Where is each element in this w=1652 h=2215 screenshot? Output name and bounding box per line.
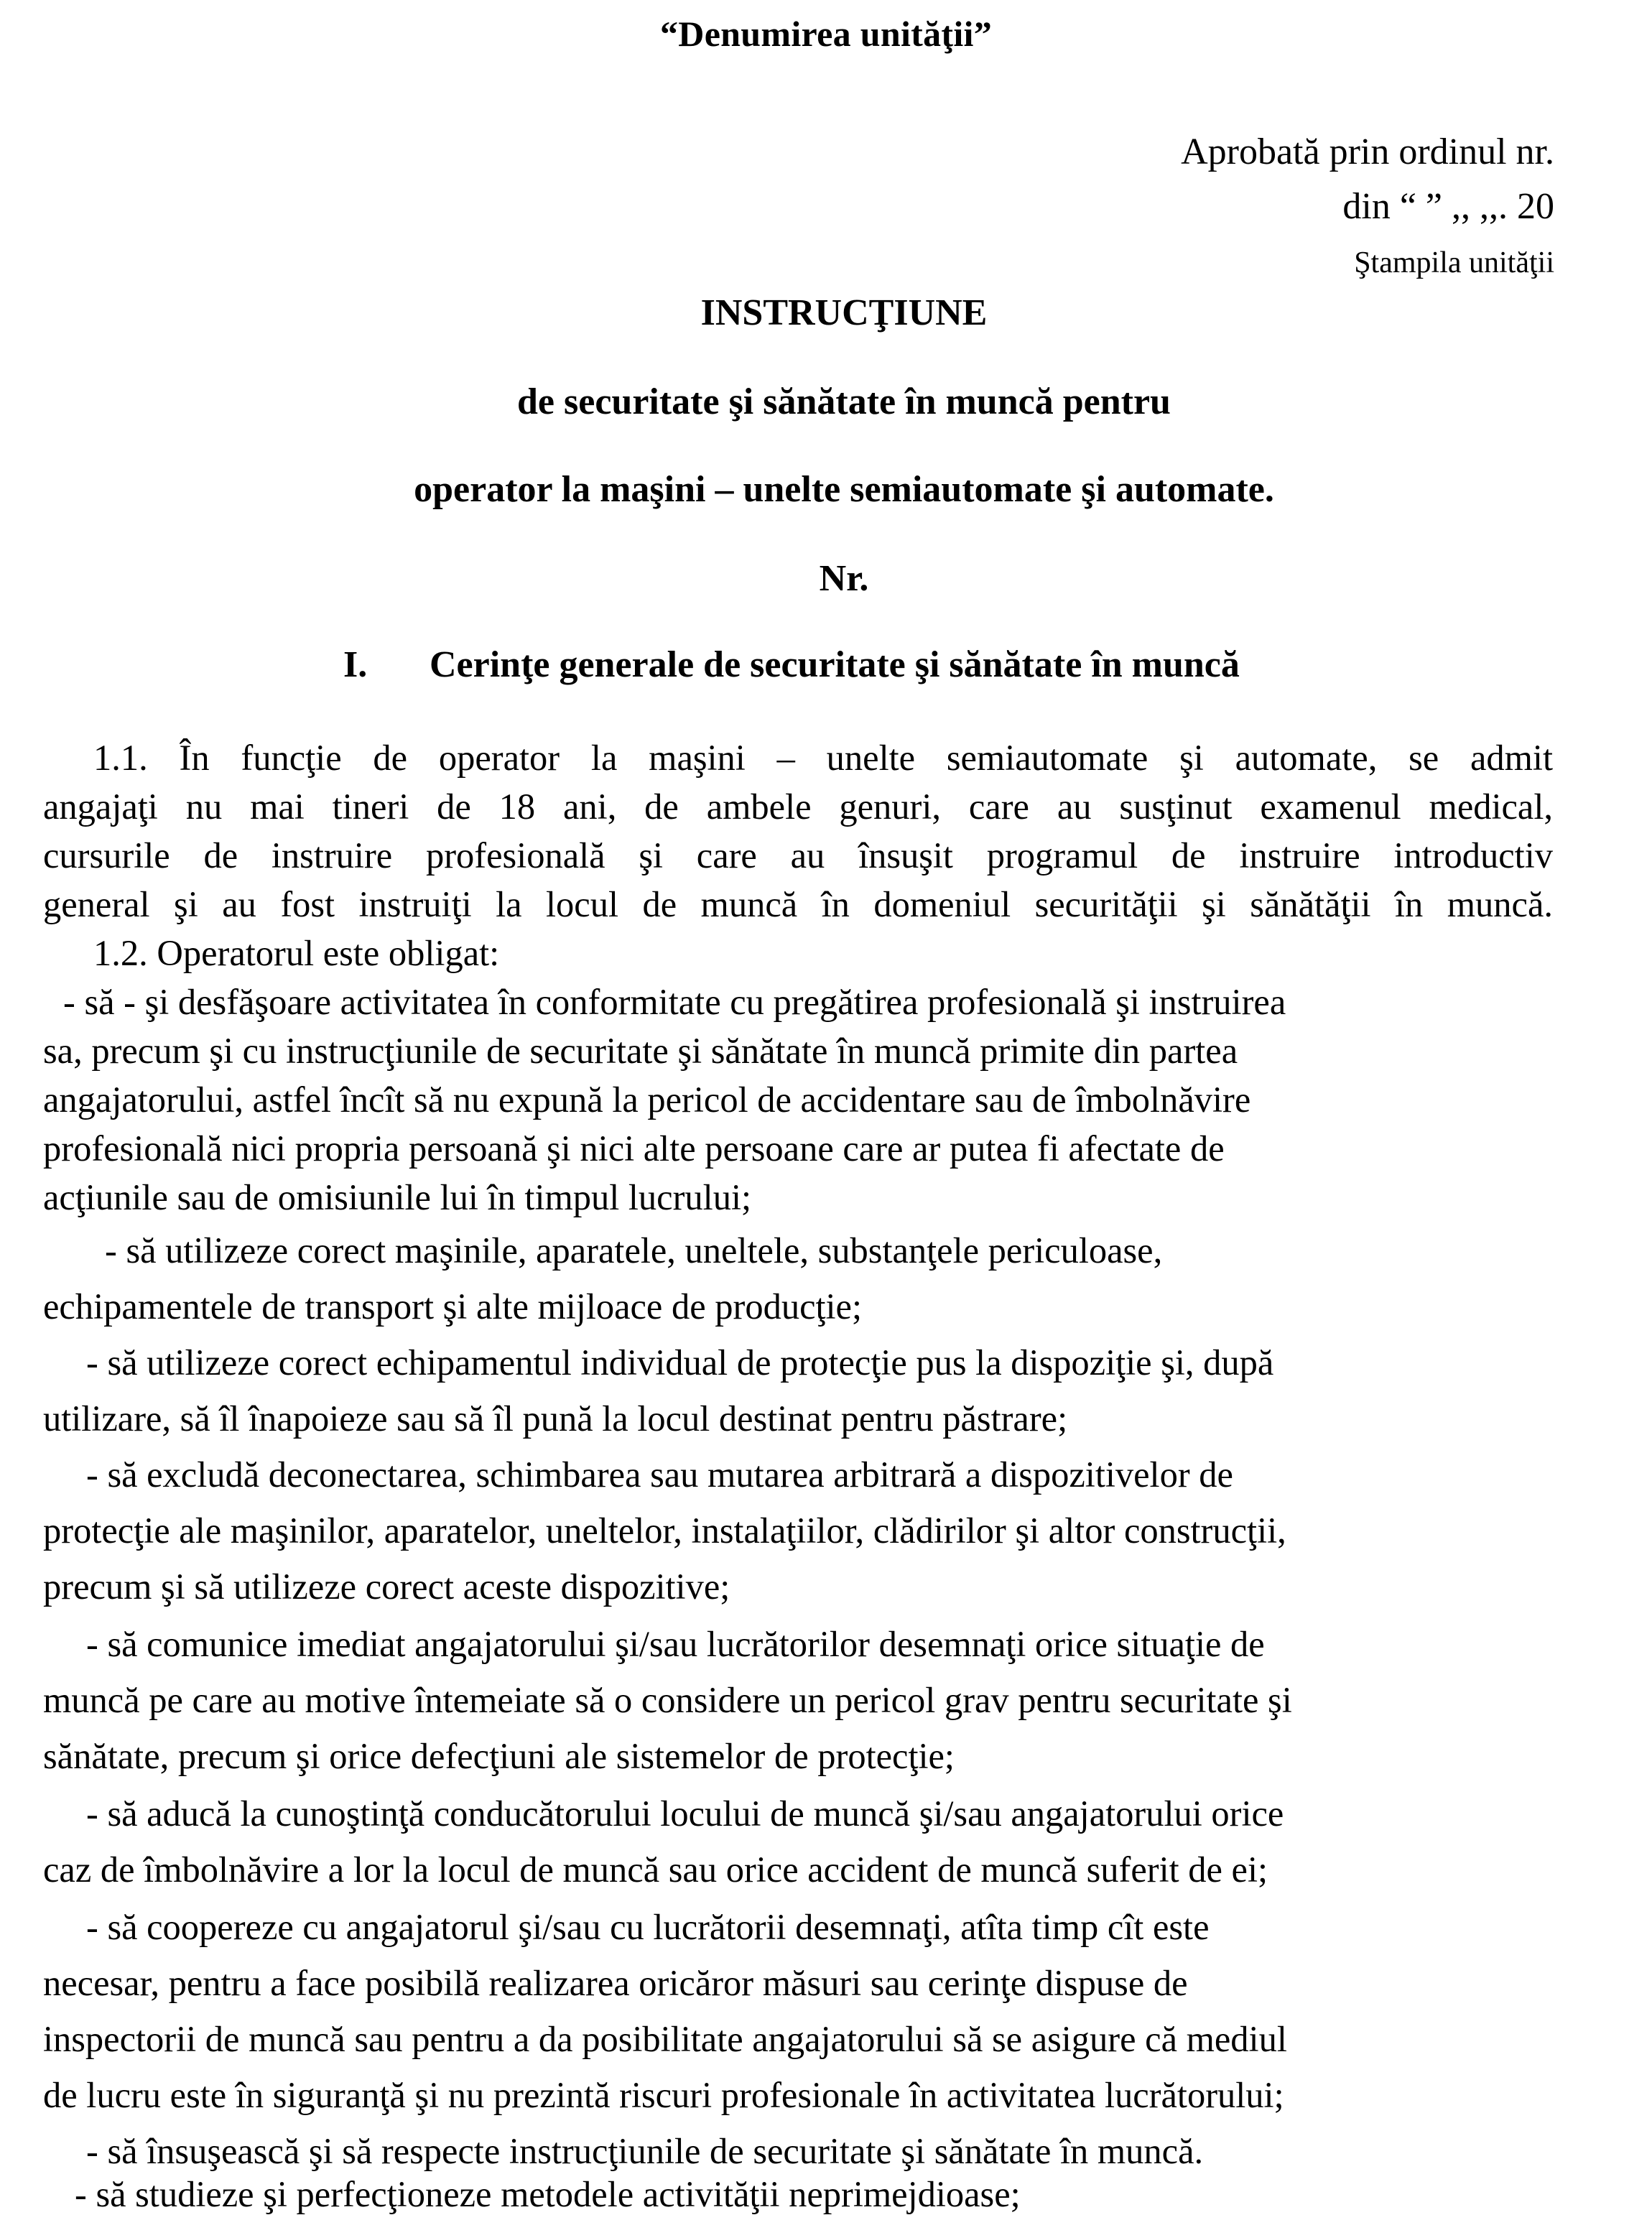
approval-date-line: din “ ” ,, ,,. 20 — [1342, 186, 1554, 227]
body-line: 1.2. Operatorul este obligat: — [93, 933, 500, 973]
list-item: - să aducă la cunoştinţă conducătorului locului de muncă şi/sau angajatorului orice — [86, 1793, 1284, 1834]
body-line: sa, precum şi cu instrucţiunile de securitate şi sănătate în muncă primite din partea — [43, 1031, 1238, 1071]
document-title: INSTRUCŢIUNE — [700, 292, 988, 333]
list-item: - să însuşească şi să respecte instrucţiunile de securitate şi sănătate în muncă. — [86, 2131, 1204, 2171]
body-line: profesională nici propria persoană şi nici alte persoane care ar putea fi afectate de — [43, 1128, 1225, 1169]
document-subtitle-line1: de securitate şi sănătate în muncă pentru — [517, 381, 1171, 422]
list-item: - să comunice imediat angajatorului şi/sau lucrătorilor desemnaţi orice situaţie de — [86, 1624, 1265, 1664]
section-title: Cerinţe generale de securitate şi sănătate în muncă — [430, 644, 1240, 685]
body-line: sănătate, precum şi orice defecţiuni ale sistemelor de protecţie; — [43, 1736, 955, 1776]
body-line: utilizare, să îl înapoieze sau să îl pună la locul destinat pentru păstrare; — [43, 1398, 1068, 1439]
body-line: necesar, pentru a face posibilă realizarea oricăror măsuri sau cerinţe dispuse de — [43, 1963, 1188, 2003]
section-heading — [343, 644, 1240, 686]
body-line: cursurile de instruire profesională şi care au însuşit programul de instruire introductiv — [43, 835, 1553, 876]
body-line: de lucru este în siguranţă şi nu prezintă riscuri profesionale în activitatea lucrătorului; — [43, 2075, 1284, 2115]
body-line: caz de îmbolnăvire a lor la locul de muncă sau orice accident de muncă suferit de ei; — [43, 1849, 1268, 1890]
body-line: angajaţi nu mai tineri de 18 ani, de ambele genuri, care au susţinut examenul medical, — [43, 786, 1553, 827]
list-item: - să studieze şi perfecţioneze metodele activităţii neprimejdioase; — [75, 2174, 1021, 2214]
section-number: I. — [343, 644, 368, 685]
document-number: Nr. — [819, 558, 869, 599]
body-line: precum şi să utilizeze corect aceste dispozitive; — [43, 1566, 730, 1607]
approval-line: Aprobată prin ordinul nr. — [1181, 131, 1554, 172]
body-line: general şi au fost instruiţi la locul de muncă în domeniul securităţii şi sănătăţii în muncă. — [43, 884, 1553, 924]
body-line: 1.1. În funcţie de operator la maşini – unelte semiautomate şi automate, se admit — [93, 738, 1553, 778]
body-line: muncă pe care au motive întemeiate să o considere un pericol grav pentru securitate şi — [43, 1680, 1292, 1720]
list-item: - să utilizeze corect echipamentul individual de protecţie pus la dispoziţie şi, după — [86, 1342, 1274, 1383]
body-line: acţiunile sau de omisiunile lui în timpul lucrului; — [43, 1177, 752, 1217]
list-item: - să utilizeze corect maşinile, aparatele, uneltele, substanţele periculoase, — [105, 1230, 1163, 1271]
body-line: protecţie ale maşinilor, aparatelor, uneltelor, instalaţiilor, clădirilor şi altor construcţii, — [43, 1510, 1286, 1551]
unit-name: “Denumirea unităţii” — [659, 14, 993, 54]
list-item: - să - şi desfăşoare activitatea în conformitate cu pregătirea profesională şi instruirea — [63, 982, 1286, 1022]
stamp-label: Ştampila unităţii — [1354, 246, 1554, 279]
list-item: - să coopereze cu angajatorul şi/sau cu lucrătorii desemnaţi, atîta timp cît este — [86, 1907, 1210, 1947]
body-line: inspectorii de muncă sau pentru a da posibilitate angajatorului să se asigure că mediul — [43, 2019, 1287, 2059]
document-subtitle-line2: operator la maşini – unelte semiautomate şi automate. — [414, 469, 1274, 510]
body-line: angajatorului, astfel încît să nu expună la pericol de accidentare sau de îmbolnăvire — [43, 1079, 1251, 1120]
body-line: echipamentele de transport şi alte mijloace de producţie; — [43, 1286, 862, 1327]
list-item: - să excludă deconectarea, schimbarea sau mutarea arbitrară a dispozitivelor de — [86, 1454, 1233, 1495]
